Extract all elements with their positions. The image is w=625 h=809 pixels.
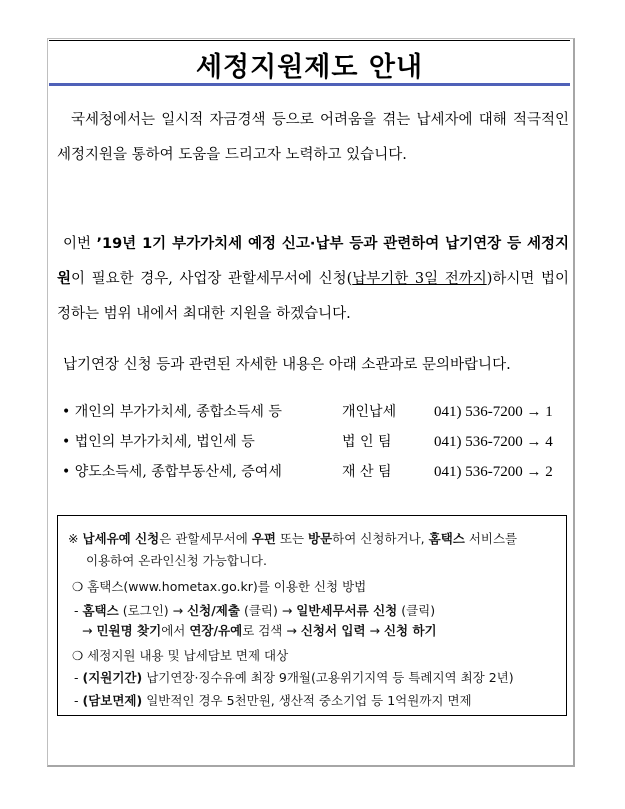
notice-steps-1 [74, 601, 435, 619]
text: (클릭) [397, 603, 436, 618]
text: (클릭) → [239, 603, 297, 618]
contact-list [62, 397, 570, 487]
p2-bold-text: ’19년 1기 부가가치세 예정 신고·납부 등과 관련하여 납기연장 등 세정지원 [57, 236, 570, 287]
text: 에서 [161, 623, 190, 638]
contact-desc: • 개인의 부가가치세, 종합소득세 등 [62, 404, 282, 420]
bold-term: 신청/제출 [187, 603, 240, 618]
text: 일반적인 경우 5천만원, 생산적 중소기업 등 1억원까지 면제 [142, 693, 472, 708]
notice-support-heading: ❍ 세정지원 내용 및 납세담보 면제 대상 [72, 648, 289, 663]
notice-support-period [74, 668, 514, 686]
page-title: 세정지원제도 안내 [195, 52, 424, 83]
bold-term: 홈택스 [428, 531, 465, 546]
bold-term: 일반세무서류 신청 [296, 603, 398, 618]
text: 하여 신청하거나, [332, 531, 429, 546]
text: 또는 [275, 531, 309, 546]
text: 서비스를 [464, 531, 518, 546]
bold-term: (지원기간) [82, 670, 143, 685]
text: 은 관할세무서에 [159, 531, 252, 546]
dash: - [74, 603, 83, 618]
contact-row [62, 397, 570, 427]
contact-row [62, 457, 570, 487]
contact-phone: 041) 536-7200 → 1 [434, 404, 553, 420]
inquiry-paragraph: 납기연장 신청 등과 관련된 자세한 내용은 아래 소관과로 문의바랍니다. [63, 357, 511, 373]
notice-line-2: 이용하여 온라인신청 가능합니다. [86, 553, 267, 568]
dash: - [74, 670, 83, 685]
p2-text-c: 이 필요한 경우, 사업장 관할세무서에 신청( [71, 271, 353, 287]
p2-text-a: 이번 [63, 236, 97, 252]
notice-steps-2 [82, 621, 437, 639]
contact-desc: • 법인의 부가가치세, 법인세 등 [62, 434, 255, 450]
contact-desc: • 양도소득세, 종합부동산세, 증여세 [62, 464, 282, 480]
bold-term: 연장/유예 [189, 623, 243, 638]
text: 로 검색 → [242, 623, 301, 638]
bold-term: 우편 [251, 531, 276, 546]
contact-team: 법 인 팀 [342, 434, 392, 450]
dash: - [74, 693, 83, 708]
p2-text-e: )하시면 법이 정하는 범위 내에서 최대한 지원을 하겠습니다. [57, 271, 569, 322]
notice-hometax-heading: ❍ 홈택스(www.hometax.go.kr)를 이용한 신청 방법 [72, 579, 367, 594]
bold-term: 납세유예 신청 [82, 531, 160, 546]
bold-term: 방문 [308, 531, 333, 546]
contact-team: 재 산 팀 [342, 464, 392, 480]
arrow: → [82, 623, 97, 638]
text: 납기연장·징수유예 최장 9개월(고용위기지역 등 특례지역 최장 2년) [142, 670, 514, 685]
bold-term: (담보면제) [82, 693, 143, 708]
notice-box [57, 515, 567, 716]
notice-collateral-exemption [74, 691, 472, 709]
notice-line-1 [68, 529, 517, 547]
bold-term: 민원명 찾기 [96, 623, 162, 638]
bold-term: 홈택스 [82, 603, 119, 618]
bold-term: 신청 하기 [383, 623, 437, 638]
bold-term: 신청서 입력 [300, 623, 366, 638]
support-paragraph [57, 227, 569, 332]
contact-phone: 041) 536-7200 → 4 [434, 434, 553, 450]
contact-row [62, 427, 570, 457]
contact-team: 개인납세 [342, 404, 397, 420]
note-mark: ※ [68, 531, 83, 546]
contact-phone: 041) 536-7200 → 2 [434, 464, 553, 480]
title-banner [49, 40, 570, 86]
text: (로그인) → [118, 603, 188, 618]
text: → [365, 623, 384, 638]
intro-paragraph: 국세청에서는 일시적 자금경색 등으로 어려움을 겪는 납세자에 대해 적극적인 세정지원을 통하여 도움을 드리고자 노력하고 있습니다. [57, 112, 569, 163]
p2-deadline-underlined: 납부기한 3일 전까지 [352, 271, 487, 287]
